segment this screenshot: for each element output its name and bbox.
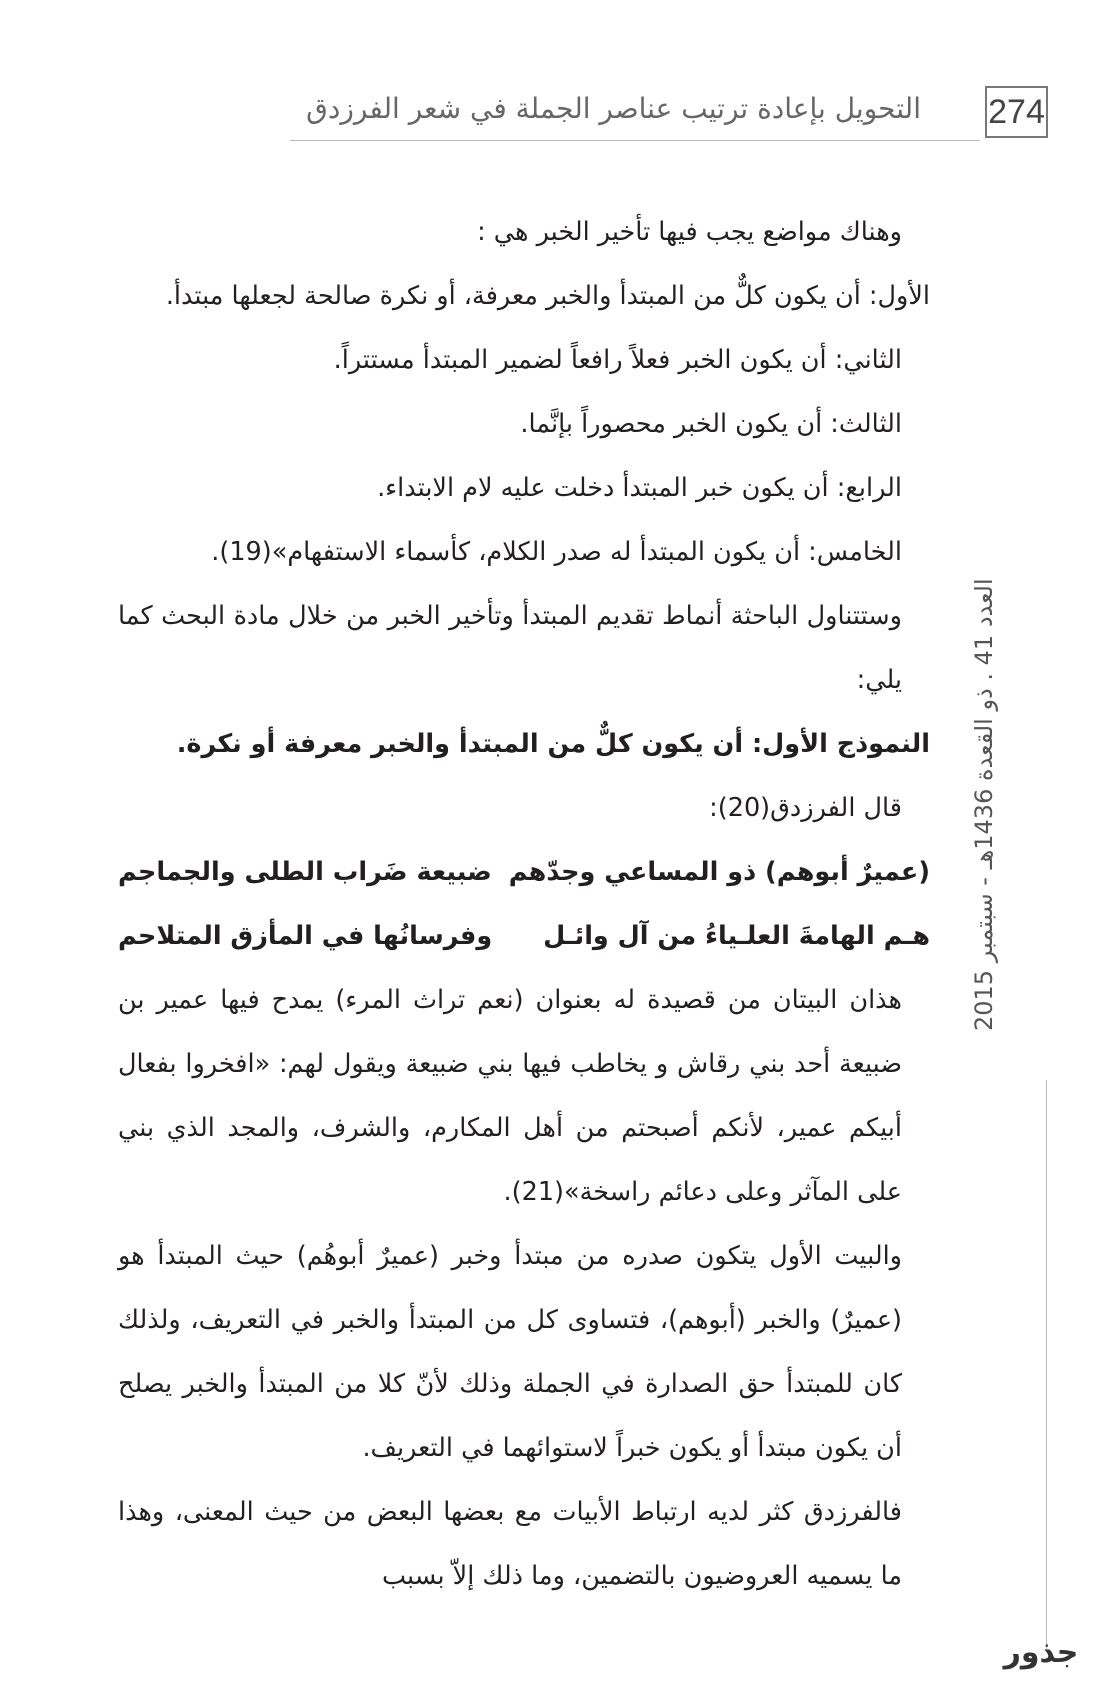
verse-second-hemistich: ضبيعة ضَراب الطلى والجماجم [118, 857, 492, 887]
paragraph: والبيت الأول يتكون صدره من مبتدأ وخبر (عميرٌ أبوهُم) حيث المبتدأ هو (عميرٌ) والخبر (أبوهم)، فتساوى كل من المبتدأ والخبر في التعريف، ولذلك كان للمبتدأ حق الصدارة في الجملة وذلك لأنّ كلا من المبتدأ والخبر يصلح أن يكون مبتدأ أو يكون خبراً لاستوائهما في التعريف. [118, 1241, 902, 1463]
page-number: 274 [985, 86, 1048, 138]
paragraph: قال الفرزدق(20): [709, 793, 902, 823]
verse-second-hemistich: وفرسانُها في المأزق المتلاحم [118, 921, 493, 951]
side-divider [1046, 1080, 1047, 1650]
paragraph: فالفرزدق كثر لديه ارتباط الأبيات مع بعضها البعض من حيث المعنى، وهذا ما يسميه العروضيون بالتضمين، وما ذلك إلاّ بسبب [118, 1497, 902, 1591]
verse-line [118, 904, 930, 968]
verse-line [118, 840, 930, 904]
section-heading: النموذج الأول: أن يكون كلٌّ من المبتدأ والخبر معرفة أو نكرة. [176, 729, 930, 759]
paragraph: الأول: أن يكون كلٌّ من المبتدأ والخبر معرفة، أو نكرة صالحة لجعلها مبتدأ. [165, 281, 930, 311]
verse-first-hemistich: هـم الهامةَ العلـياءُ من آل وائـل [543, 921, 930, 951]
running-header-title: التحويل بإعادة ترتيب عناصر الجملة في شعر الفرزدق [306, 92, 921, 125]
paragraph: الرابع: أن يكون خبر المبتدأ دخلت عليه لام الابتداء. [377, 473, 902, 503]
paragraph: الثالث: أن يكون الخبر محصوراً بإنَّما. [520, 409, 902, 439]
paragraph: وهناك مواضع يجب فيها تأخير الخبر هي : [477, 217, 902, 247]
paragraph: الثاني: أن يكون الخبر فعلاً رافعاً لضمير المبتدأ مستتراً. [333, 345, 902, 375]
header-divider [290, 140, 980, 141]
issue-caption: العدد 41 . ذو القعدة 1436هـ - سبتمبر 2015 [970, 578, 998, 1032]
paragraph: الخامس: أن يكون المبتدأ له صدر الكلام، كأسماء الاستفهام»(19). [211, 537, 902, 567]
paragraph: هذان البيتان من قصيدة له بعنوان (نعم تراث المرء) يمدح فيها عمير بن ضبيعة أحد بني رقاش و يخاطب فيها بني ضبيعة ويقول لهم: «افخروا بفعال أبيكم عمير، لأنكم أصبحتم من أهل المكارم، والشرف، والمجد الذي بني على المآثر وعلى دعائم راسخة»(21). [118, 985, 902, 1207]
verse-first-hemistich: (عميرٌ أبوهم) ذو المساعي وجدّهم [508, 857, 930, 887]
journal-logo: جذور [1003, 1635, 1079, 1670]
paragraph: وستتناول الباحثة أنماط تقديم المبتدأ وتأخير الخبر من خلال مادة البحث كما يلي: [118, 601, 902, 695]
article-body [118, 200, 930, 1608]
